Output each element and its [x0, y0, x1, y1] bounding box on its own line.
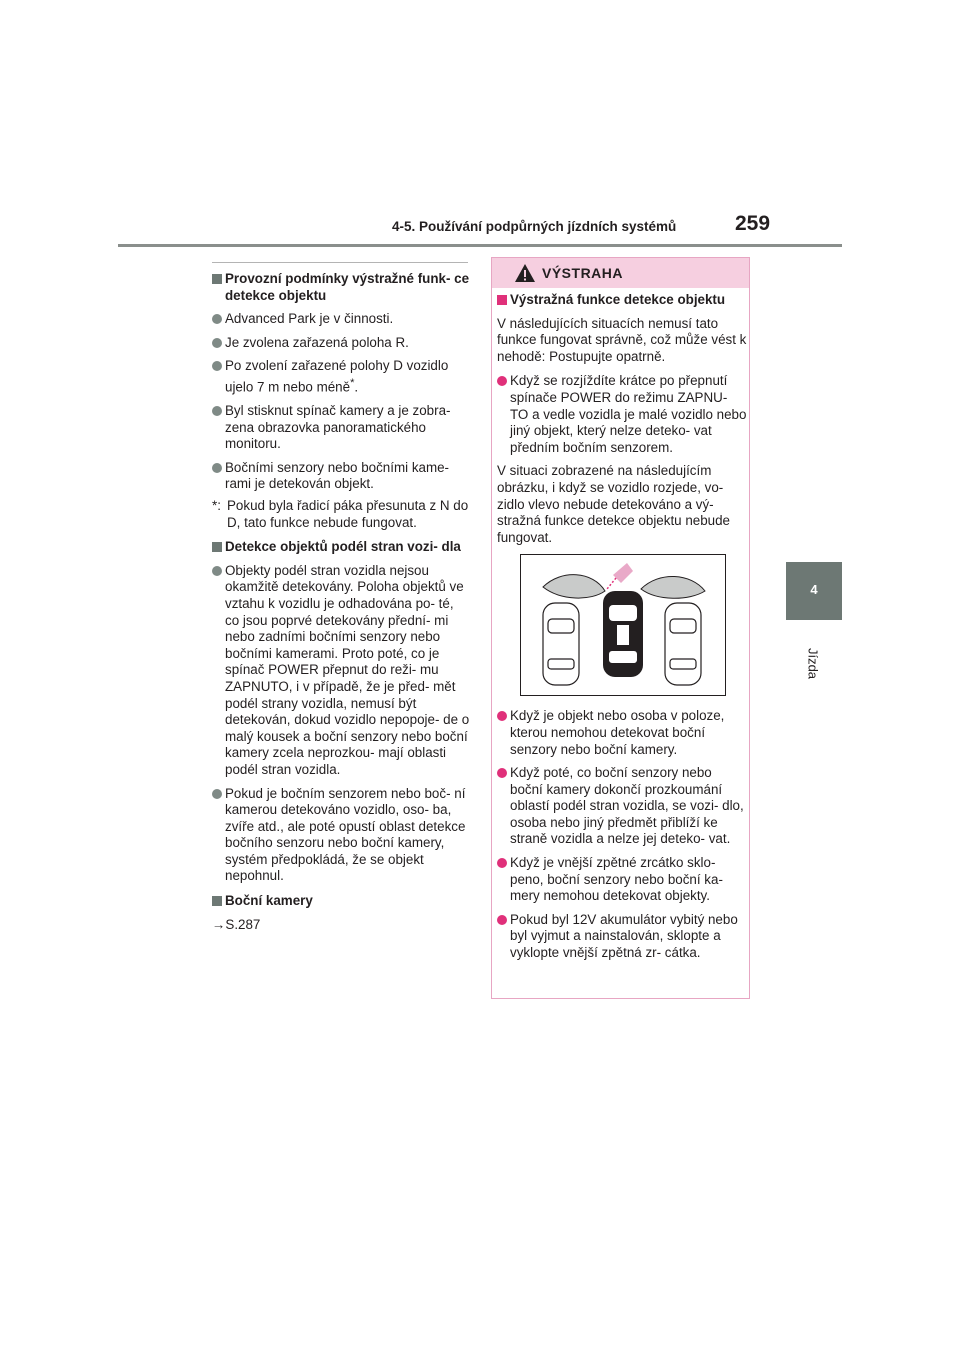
- chapter-label-wrap: [803, 636, 823, 696]
- list-item: [212, 403, 470, 453]
- list-item-text: Když je objekt nebo osoba v poloze, kterou nemohou detekovat boční senzory nebo boční kamery.: [510, 708, 725, 757]
- list-item: [212, 786, 470, 886]
- list-item-text: Po zvolení zařazené polohy D vozidlo ujelo 7 m nebo méně: [225, 358, 449, 395]
- warning-header: [492, 258, 749, 288]
- sensor-beam: [613, 563, 633, 583]
- section-heading: [212, 271, 470, 304]
- square-bullet-icon: [212, 542, 222, 552]
- section-heading-text: Výstražná funkce detekce objektu: [510, 292, 726, 307]
- section-heading-text: Detekce objektů podél stran vozi- dla: [225, 539, 461, 555]
- list-item-text: Když poté, co boční senzory nebo boční kamery dokončí prozkoumání oblastí podél stran vozidla, se vozi- dlo, osoba nebo jiný předmět přiblíží ke straně vozidla a nelze jej deteko- vat.: [510, 765, 744, 847]
- warning-intro: V následujících situacích nemusí tato funkce fungovat správně, což může vést k nehodě: Postupujte opatrně.: [497, 315, 747, 364]
- list-item-text-end: .: [354, 379, 359, 395]
- section-heading-text: Provozní podmínky výstražné funk- ce detekce objektu: [225, 271, 470, 303]
- page-number: 259: [735, 212, 771, 235]
- list-item-text: Když se rozjíždíte krátce po přepnutí spínače POWER do režimu ZAPNU- TO a vedle vozidla je malé vozidlo nebo jiný objekt, který nelze deteko- vat předním bočním senzorem.: [510, 373, 747, 455]
- parking-illustration: [520, 554, 726, 696]
- warning-box: [491, 257, 750, 999]
- detection-zone-right: [641, 577, 705, 599]
- section-header: 4-5. Používání podpůrných jízdních systémů: [392, 219, 677, 234]
- chapter-label: Jízda: [805, 647, 821, 680]
- section-heading: [212, 539, 470, 556]
- chapter-tab: [786, 562, 842, 620]
- warning-title: VÝSTRAHA: [542, 265, 624, 281]
- list-item-text: Byl stisknut spínač kamery a je zobra- zena obrazovka panoramatického monitoru.: [225, 403, 451, 452]
- list-item-text: Když je vnější zpětné zrcátko sklo- peno, boční senzory nebo boční ka- mery nemohou detekovat objekty.: [510, 855, 723, 904]
- parked-cars-figure: [521, 555, 725, 695]
- round-bullet-icon: [212, 338, 222, 348]
- list-item: [497, 708, 747, 758]
- warning-paragraph: V situaci zobrazené na následujícím obrázku, i když se vozidlo rozjede, vo- zidlo vlevo nebude detekováno a vý- stražná funkce detekce objektu nebude fungovat.: [497, 463, 731, 545]
- square-bullet-icon: [212, 896, 222, 906]
- round-bullet-icon: [212, 463, 222, 473]
- footnote: [212, 498, 470, 531]
- list-item: [212, 563, 470, 779]
- center-car: [603, 591, 643, 677]
- list-item: [212, 311, 470, 328]
- round-bullet-icon: [497, 376, 507, 386]
- list-item-text: Bočními senzory nebo bočními kame- rami je detekován objekt.: [225, 459, 450, 492]
- left-parked-car: [543, 603, 579, 685]
- footnote-marker: *: [350, 376, 355, 389]
- footnote-mark: *:: [212, 498, 221, 513]
- list-item: [497, 373, 747, 456]
- list-item: [497, 855, 747, 905]
- list-item: [212, 335, 470, 352]
- left-column: [212, 263, 470, 933]
- round-bullet-icon: [212, 406, 222, 416]
- section-heading-text: Boční kamery: [225, 893, 313, 909]
- warning-body: [497, 292, 747, 969]
- square-bullet-icon: [212, 274, 222, 284]
- list-item: [212, 358, 470, 396]
- list-item: [497, 765, 747, 848]
- list-item-text: Pokud byl 12V akumulátor vybitý nebo byl vyjmut a nainstalován, sklopte a vyklopte vnější zpětná zr- cátka.: [510, 911, 738, 961]
- section-heading: [212, 893, 470, 910]
- sensor-line: [607, 578, 616, 589]
- list-item-text: Objekty podél stran vozidla nejsou okamžitě detekovány. Poloha objektů ve vztahu k vozidlu je odhadována po- té, co jsou poprvé detekovány přední- mi nebo zadními bočními senzory nebo bočními kamerami. Proto poté, co je spínač POWER přepnut do reži- mu ZAPNUTO, i v případě, že je před- mět podél strany vozidla, nemusí být detekován, dokud vozidlo nepopoje- de o malý kousek a boční senzory nebo boční kamery zcela neprozkou- mají oblasti podél stran vozidla.: [225, 562, 470, 777]
- warning-triangle-icon: [514, 263, 536, 283]
- round-bullet-icon: [212, 789, 222, 799]
- round-bullet-icon: [497, 858, 507, 868]
- square-bullet-icon: [497, 295, 507, 305]
- round-bullet-icon: [212, 566, 222, 576]
- right-parked-car: [665, 603, 701, 685]
- section-heading: [497, 292, 747, 309]
- round-bullet-icon: [497, 768, 507, 778]
- round-bullet-icon: [212, 361, 222, 371]
- page-reference[interactable]: →S.287: [212, 916, 261, 932]
- header-rule: [118, 244, 842, 247]
- detection-zone-left: [543, 575, 605, 598]
- list-item-text: Pokud je bočním senzorem nebo boč- ní kamerou detekováno vozidlo, oso- ba, zvíře atd., ale poté opustí oblast detekce bočního senzoru nebo boční kamery, systém předpokládá, že se objekt nepohnul.: [225, 785, 466, 884]
- round-bullet-icon: [497, 711, 507, 721]
- round-bullet-icon: [497, 915, 507, 925]
- chapter-number: 4: [810, 582, 818, 597]
- round-bullet-icon: [212, 314, 222, 324]
- list-item-text: Advanced Park je v činnosti.: [225, 311, 394, 327]
- list-item-text: Je zvolena zařazená poloha R.: [225, 334, 409, 350]
- list-item: [497, 912, 747, 962]
- list-item: [212, 460, 470, 493]
- footnote-text: Pokud byla řadicí páka přesunuta z N do D, tato funkce nebude fungovat.: [227, 498, 469, 530]
